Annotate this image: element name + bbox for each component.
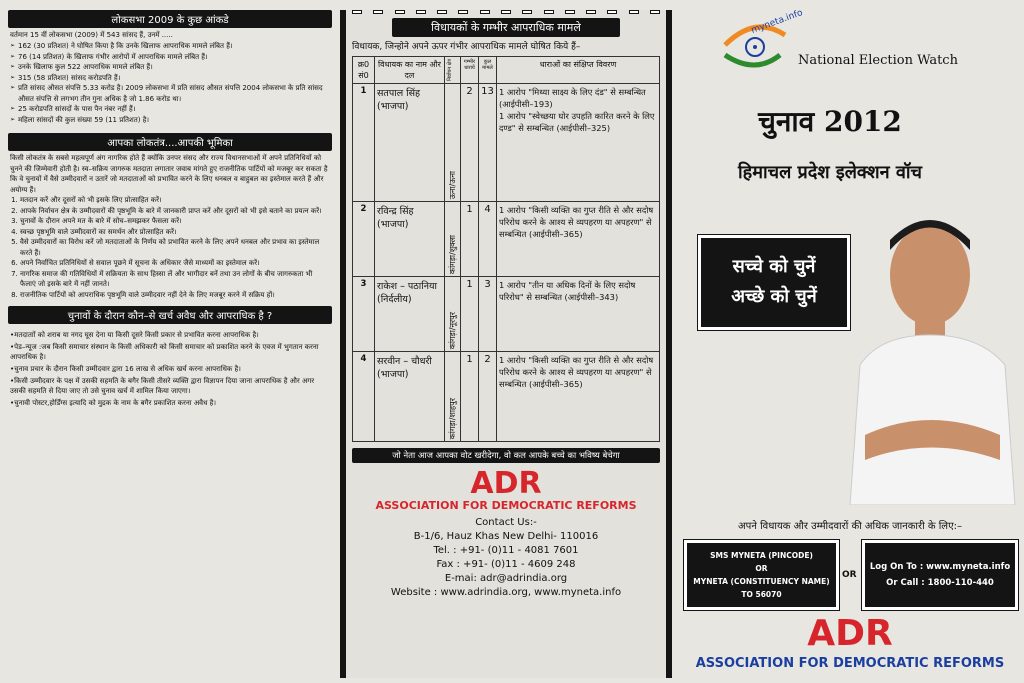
page-subtitle: हिमाचल प्रदेश इलेक्शन वॉच: [738, 162, 922, 183]
page-title: चुनाव 2012: [758, 105, 902, 138]
stats-item: ➢ उनके खिलाफ कुल 522 आपराधिक मामले लंबित हैं।: [10, 62, 330, 73]
contact-line: Fax : +91- (0)11 - 4609 248: [436, 559, 576, 571]
cases-intro: विधायक, जिन्होने अपने ऊपर गंभीर आपराधिक मामले घोषित किये हैं–: [352, 42, 581, 52]
stats-item: ➢ 315 (58 प्रतिशत) सांसद करोडपति हैं।: [10, 73, 330, 84]
expense-block: [8, 324, 332, 412]
adr-logo-right: ADR: [807, 613, 893, 654]
col-sno: क्र0 सं0: [353, 57, 375, 84]
cell-name: राकेश – पठानिया (निर्दलीय): [375, 277, 445, 352]
cell-constituency: ऊना/ऊना: [445, 84, 461, 202]
stats-item: ➢ महिला सांसदों की कुल संख्या 59 (11 प्रतिशत) है।: [10, 115, 330, 126]
role-block: [8, 151, 332, 302]
role-item: 6. अपने निर्वाचित प्रतिनिधियों से सवाल पूछने में सूचना के अधिकार जैसे माध्यमों का इस्तेमाल करें।: [20, 258, 330, 269]
contact-line: B-1/6, Hauz Khas New Delhi- 110016: [413, 531, 599, 543]
slogan-line-1: सच्चे को चुनें: [732, 256, 816, 277]
role-item: 7. नागरिक समाज की गतिविधियों में सक्रियता के साथ हिस्सा लें और भागीदार बनें तथा उन लोगों के बीच जागरुकता भी फैलाएं जो इसके बारे में नहीं जानते।: [20, 269, 330, 290]
sms-line: TO 56070: [741, 590, 782, 599]
expense-item: •चुनाव प्रचार के दौरान किसी उम्मीदवार द्वारा 16 लाख से अधिक खर्च करना आपराधिक है।: [10, 365, 241, 373]
myneta-label: myneta.info: [749, 8, 805, 36]
contact-line: Tel. : +91- (0)11 - 4081 7601: [433, 545, 579, 557]
cell-name: रविन्द्र सिंह (भाजपा): [375, 202, 445, 277]
cell-serious: 1: [461, 202, 479, 277]
role-item: 1. मतदान करें और दूसरों को भी इसके लिए प्रोत्साहित करें।: [20, 195, 330, 206]
stats-header: लोकसभा 2009 के कुछ आंकडे: [8, 10, 332, 28]
web-line: Log On To : www.myneta.info: [869, 562, 1011, 572]
adr-name-right: ASSOCIATION FOR DEMOCRATIC REFORMS: [680, 656, 1020, 671]
sms-line: OR: [755, 564, 768, 573]
contact-line: Website : www.adrindia.org, www.myneta.info: [390, 587, 622, 599]
new-label: National Election Watch: [798, 53, 958, 68]
table-row: [353, 352, 660, 442]
table-header-row: [353, 57, 660, 84]
cell-constituency: कांगड़ा/शाहपुर: [445, 352, 461, 442]
role-header: आपका लोकतंत्र....आपकी भूमिका: [8, 133, 332, 151]
cell-total: 2: [479, 352, 497, 442]
stats-intro: वर्तमान 15 वीं लोकसभा (2009) में 543 सांसद हैं, उनमें .....: [10, 31, 173, 39]
role-item: 3. चुनावों के दौरान अपने मत के बारे में सोच–समझकर फैसला करें।: [20, 216, 330, 227]
contact-block: [352, 516, 660, 600]
col-name: विधायक का नाम और दल: [375, 57, 445, 84]
expense-item: •चुनावी पोस्टर,होर्डिंग्स इत्यादि को मुद्रक के नाम के बगैर प्रकाशित करना अवैध है।: [10, 399, 216, 407]
info-line: अपने विधायक और उम्मीदवारों की अधिक जानकारी के लिए:–: [738, 521, 962, 532]
left-panel: [8, 10, 332, 678]
table-row: [353, 84, 660, 202]
stats-item: ➢ 76 (14 प्रतिशत) के खिलाफ गंभीर आरोपों में आपराधिक मामले लंबित हैं।: [10, 52, 330, 63]
role-item: 2. आपके निर्वाचन क्षेत्र के उम्मीदवारों की पृष्ठभूमि के बारे में जानकारी प्राप्त करें और दूसरों को भी इसे बताने का प्रयत्न करें।: [20, 206, 330, 217]
role-list: [10, 195, 330, 300]
sms-line: SMS MYNETA (PINCODE): [710, 551, 813, 560]
right-panel: [680, 10, 1020, 678]
cell-name: सरवीन – चौधरी (भाजपा): [375, 352, 445, 442]
expense-header: चुनावों के दौरान कौन–से खर्च अवैध और आपराधिक है ?: [8, 306, 332, 324]
cell-serious: 2: [461, 84, 479, 202]
slogan-line-2: अच्छे को चुनें: [731, 286, 817, 307]
cell-desc: 1 आरोप "मिथ्या साक्ष्य के लिए दंड" से सम्बन्धित (आईपीसी–193) 1 आरोप "स्वेच्छया घोर उपहति कारित करने के लिए दण्ड" से सम्बन्धित (आईपीसी–325): [497, 84, 660, 202]
sms-line: MYNETA (CONSTITUENCY NAME): [693, 577, 830, 586]
bullet-icon: •: [10, 343, 15, 351]
cell-desc: 1 आरोप "किसी व्यक्ति का गुप्त रीति से और सदोष परिरोध करने के आश्य से व्यपहरण या अपहरण" से सम्बन्धित (आईपीसी–365): [497, 202, 660, 277]
tagline: जो नेता आज आपका वोट खरीदेगा, वो कल आपके बच्चे का भविष्य बेचेगा: [352, 448, 660, 463]
role-item: 5. वैसे उम्मीदवारों का विरोध करें जो मतदाताओं के निर्णय को प्रभावित करने के लिए अपने धनबल और प्रभाव का इस्तेमाल करते हैं।: [20, 237, 330, 258]
or-label: OR: [842, 570, 857, 580]
cell-total: 13: [479, 84, 497, 202]
expense-item: •किसी उम्मीदवार के पक्ष में उसकी सहमति के बगैर किसी तीसरे व्यक्ति द्वारा विज्ञापन दिया जाना आपराधिक है और अगर उसकी सहमति से दिया जाए तो उसे चुनाव खर्च में शामिल किया जाएगा।: [10, 377, 315, 395]
cell-constituency: कांगड़ा/नूरपुर: [445, 277, 461, 352]
slogan-box: [698, 235, 850, 330]
stats-item: ➢ 162 (30 प्रतिशत) ने घोषित किया है कि उनके खिलाफ आपराधिक मामले लंबित हैं।: [10, 41, 330, 52]
web-box: [862, 540, 1018, 610]
col-constituency: निर्वाचन क्षेत्र: [445, 57, 461, 84]
cell-serious: 1: [461, 352, 479, 442]
web-line: Or Call : 1800-110-440: [886, 578, 994, 588]
col-serious: गम्भीर धारायें: [461, 57, 479, 84]
myneta-logo: [720, 8, 980, 85]
sms-box: [684, 540, 839, 610]
cell-desc: 1 आरोप "तीन या अधिक दिनों के लिए सदोष परिरोध" से सम्बन्धित (आईपीसी–343): [497, 277, 660, 352]
contact-line: E-mai: adr@adrindia.org: [444, 573, 568, 585]
stats-block: [8, 28, 332, 127]
stats-item: ➢ प्रति सांसद औसत संपत्ति 5.33 करोड है। 2009 लोकसभा में प्रति सांसद औसत संपत्ति 2004 लोकसभा के प्रति सांसद औसत संपत्ति से लगभग तीन गुना अधिक है जो 1.86 करोड था।: [10, 83, 330, 104]
table-row: [353, 202, 660, 277]
cell-sno: 4: [353, 352, 375, 442]
contact-line: Contact Us:-: [475, 517, 537, 529]
bullet-icon: •: [10, 365, 15, 373]
expense-list: [10, 326, 330, 408]
cell-sno: 3: [353, 277, 375, 352]
col-total: कुल मामले: [479, 57, 497, 84]
middle-panel: [340, 10, 672, 678]
cell-serious: 1: [461, 277, 479, 352]
cases-header: विधायकों के गम्भीर आपराधिक मामले: [392, 18, 620, 37]
cell-name: सतपाल सिंह (भाजपा): [375, 84, 445, 202]
role-item: 4. स्वच्छ पृष्ठभूमि वाले उम्मीदवारों का समर्थन और प्रोत्साहित करें।: [20, 227, 330, 238]
role-intro: किसी लोकतंत्र के सबसे महत्वपूर्ण अंग नागरिक होते हैं क्योंकि उनपर संसद और राज्य विधानसभाओं में अपने प्रतिनिधियों को चुनने की जिम्मेवारी होती है। स्व–सक्रिय जागरुक मतदाता लगातार जवाब मांगते हुए राजनीतिक पार्टियों को मजबूर कर सकता है कि वे चुनावों में वैसे उम्मीदवारों न उतारें जो मतदाताओं को प्रभावित करने के लिए धनबल व बाहुबल का इस्तेमाल करते हैं और अयोग्य हैं।: [10, 154, 328, 194]
bullet-icon: •: [10, 331, 15, 339]
stats-list: [10, 41, 330, 125]
cell-desc: 1 आरोप "किसी व्यक्ति का गुप्त रीति से और सदोष परिरोध करने के आश्य से व्यपहरण या अपहरण" से सम्बन्धित (आईपीसी–365): [497, 352, 660, 442]
cell-total: 3: [479, 277, 497, 352]
bullet-icon: •: [10, 377, 15, 385]
cases-table: [352, 56, 660, 442]
table-row: [353, 277, 660, 352]
adr-name: ASSOCIATION FOR DEMOCRATIC REFORMS: [375, 499, 637, 513]
cell-total: 4: [479, 202, 497, 277]
cell-sno: 2: [353, 202, 375, 277]
film-strip-top: [352, 10, 660, 16]
bullet-icon: •: [10, 399, 15, 407]
stats-item: ➢ 25 करोडपति सांसदों के पास पैन नंबर नहीं हैं।: [10, 104, 330, 115]
expense-item: •मतदाताों को शराब या नगद घूस देना या किसी दूसरे किसी प्रकार से प्रभावित करना आपराधिक है।: [10, 331, 259, 339]
adr-logo: ADR: [470, 466, 542, 502]
col-desc: धाराओं का संक्षिप्त विवरण: [497, 57, 660, 84]
expense-item: •पेड–न्यूज :जब किसी समाचार संस्थान के किसी अधिकारी को किसी समाचार को प्रकाशित करने के एवज में भुगतान करना आपराधिक है।: [10, 343, 319, 361]
cell-constituency: कांगड़ा/शुक्ला: [445, 202, 461, 277]
cell-sno: 1: [353, 84, 375, 202]
role-item: 8. राजनीतिक पार्टियों को आपराधिक पृष्ठभूमि वाले उम्मीदवार नहीं देने के लिए मजबूर करने में सक्रिय हों।: [20, 290, 330, 301]
